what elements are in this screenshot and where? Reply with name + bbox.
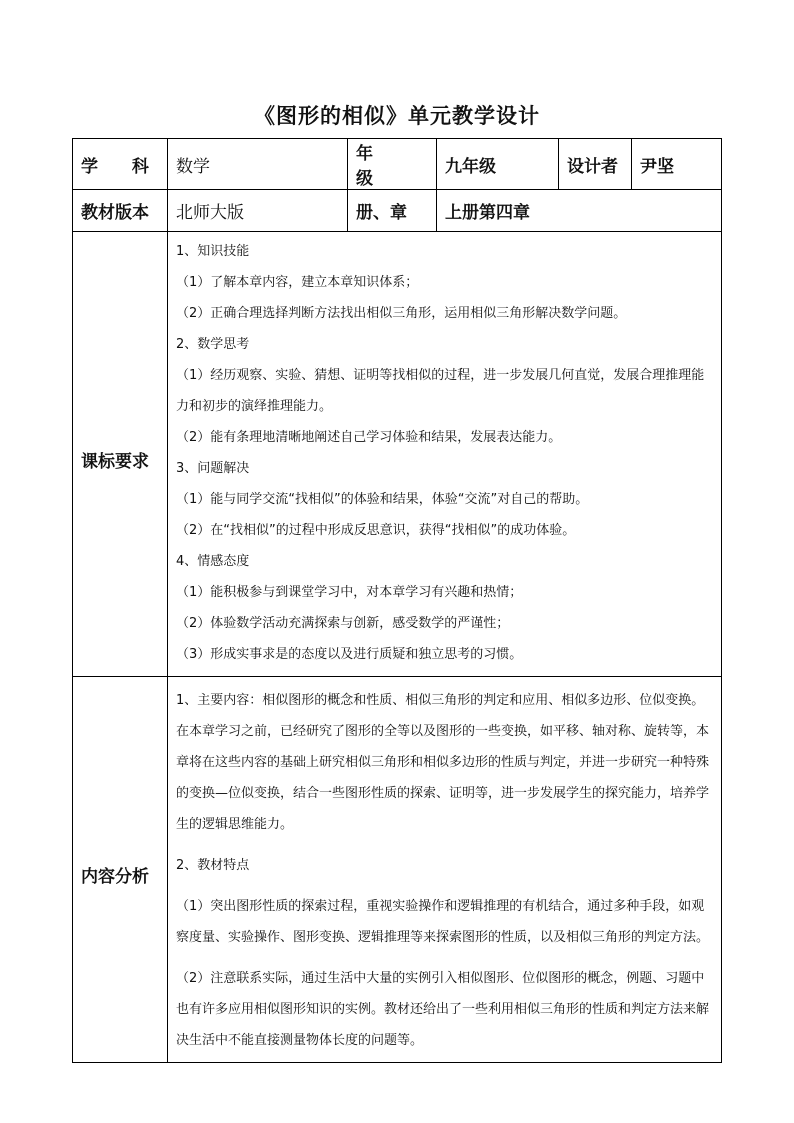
standards-line: （1）能与同学交流“找相似”的体验和结果，体验“交流”对自己的帮助。 [176,492,589,507]
subject-value: 数学 [168,139,348,190]
standards-line: （2）能有条理地清晰地阐述自己学习体验和结果，发展表达能力。 [176,430,562,445]
textbook-value: 北师大版 [168,190,348,232]
standards-line: （1）了解本章内容，建立本章知识体系； [176,275,419,290]
standards-line: （2）体验数学活动充满探索与创新，感受数学的严谨性； [176,616,510,631]
analysis-paragraph: （2）注意联系实际，通过生活中大量的实例引入相似图形、位似图形的概念，例题、习题中也有许多应用相似图形知识的实例。教材还给出了一些利用相似三角形的性质和判定方法来解决生活中不能直接测量物体长度的问题等。 [176,971,710,1048]
grade-value: 九年级 [437,139,559,190]
standards-line: （2）正确合理选择判断方法找出相似三角形，运用相似三角形解决数学问题。 [176,306,627,321]
standards-line: （1）经历观察、实验、猜想、证明等找相似的过程，进一步发展几何直觉，发展合理推理能力和初步的演绎推理能力。 [176,368,705,414]
standards-line: 2、数学思考 [176,337,250,352]
page-title: 《图形的相似》单元教学设计 [254,104,540,128]
analysis-paragraph: 2、教材特点 [176,858,250,873]
standards-row [73,232,722,677]
analysis-content [168,677,722,1063]
analysis-paragraph: （1）突出图形性质的探索过程，重视实验操作和逻辑推理的有机结合，通过多种手段，如观察度量、实验操作、图形变换、逻辑推理等来探索图形的性质，以及相似三角形的判定方法。 [176,899,710,945]
standards-line: （3）形成实事求是的态度以及进行质疑和独立思考的习惯。 [176,647,523,662]
standards-content [168,232,722,677]
volume-label: 册、章 [348,190,437,232]
analysis-paragraph: 1、主要内容：相似图形的概念和性质、相似三角形的判定和应用、相似多边形、位似变换。在本章学习之前，已经研究了图形的全等以及图形的一些变换，如平移、轴对称、旋转等，本章将在这些内容的基础上研究相似三角形和相似多边形的性质与判定，并进一步研究一种特殊的变换—位似变换，结合一些图形性质的探索、证明等，进一步发展学生的探究能力，培养学生的逻辑思维能力。 [176,693,710,832]
designer-label: 设计者 [559,139,632,190]
design-table [72,138,722,1063]
standards-label: 课标要求 [73,232,168,677]
standards-line: （2）在“找相似”的过程中形成反思意识，获得“找相似”的成功体验。 [176,523,576,538]
standards-line: 1、知识技能 [176,244,250,259]
analysis-label: 内容分析 [73,677,168,1063]
subject-label: 学 科 [73,139,168,190]
standards-line: 4、情感态度 [176,554,250,569]
standards-line: （1）能积极参与到课堂学习中，对本章学习有兴趣和热情； [176,585,523,600]
volume-value: 上册第四章 [437,190,722,232]
header-row-1 [73,139,722,190]
analysis-row [73,677,722,1063]
grade-label: 年 级 [348,139,437,190]
standards-line: 3、问题解决 [176,461,250,476]
header-row-2 [73,190,722,232]
textbook-label: 教材版本 [73,190,168,232]
designer-value: 尹坚 [632,139,722,190]
